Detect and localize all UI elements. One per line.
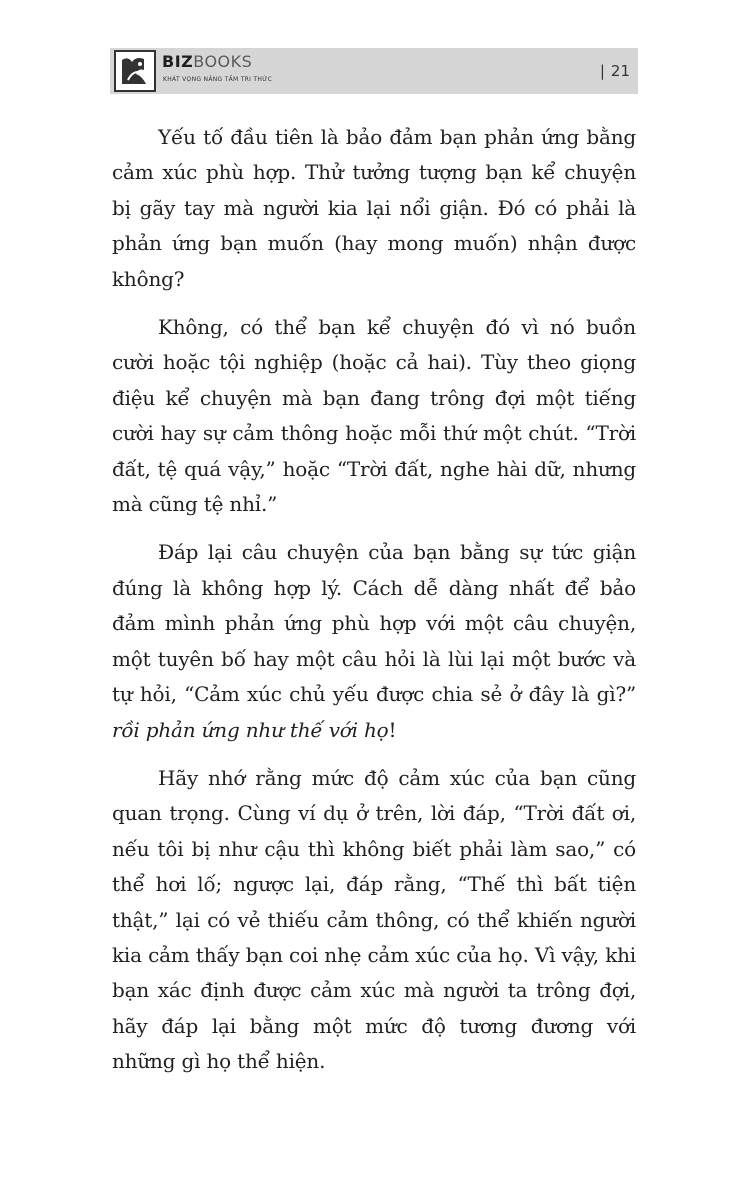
page-number	[600, 62, 630, 80]
brand-tagline: KHÁT VỌNG NÂNG TẦM TRI THỨC	[163, 76, 273, 83]
brand-books: BOOKS	[193, 52, 253, 71]
paragraph-2: Không, có thể bạn kể chuyện đó vì nó buồn cười hoặc tội nghiệp (hoặc cả hai). Tùy theo giọng điệu kể chuyện mà bạn đang trông đợi một tiếng cười hay sự cảm thông hoặc mỗi thứ một chút. “Trời đất, tệ quá vậy,” hoặc “Trời đất, nghe hài dữ, nhưng mà cũng tệ nhỉ.”	[112, 315, 636, 517]
bizbooks-logo-icon	[114, 50, 156, 92]
paragraph-3-end: !	[388, 717, 397, 742]
brand-name	[162, 53, 252, 71]
paragraph-3-italic: rồi phản ứng như thế với họ	[112, 717, 389, 742]
body-text	[112, 120, 636, 1093]
paragraph-4: Hãy nhớ rằng mức độ cảm xúc của bạn cũng quan trọng. Cùng ví dụ ở trên, lời đáp, “Trời đất ơi, nếu tôi bị như cậu thì không biết phải làm sao,” có thể hơi lố; ngược lại, đáp rằng, “Thế thì bất tiện thật,” lại có vẻ thiếu cảm thông, có thể khiến người kia cảm thấy bạn coi nhẹ cảm xúc của họ. Vì vậy, khi bạn xác định được cảm xúc mà người ta trông đợi, hãy đáp lại bằng một mức độ tương đương với những gì họ thể hiện.	[112, 765, 636, 1074]
brand-biz: BIZ	[162, 52, 194, 71]
paragraph-1: Yếu tố đầu tiên là bảo đảm bạn phản ứng bằng cảm xúc phù hợp. Thử tưởng tượng bạn kể chuyện bị gãy tay mà người kia lại nổi giận. Đó có phải là phản ứng bạn muốn (hay mong muốn) nhận được không?	[112, 125, 636, 291]
page-number-value: 21	[610, 62, 630, 80]
page-number-separator: |	[599, 62, 605, 80]
paragraph-3-main: Đáp lại câu chuyện của bạn bằng sự tức giận đúng là không hợp lý. Cách dễ dàng nhất để bảo đảm mình phản ứng phù hợp với một câu chuyện, một tuyên bố hay một câu hỏi là lùi lại một bước và tự hỏi, “Cảm xúc chủ yếu được chia sẻ ở đây là gì?”	[112, 540, 636, 707]
paragraph-3	[112, 535, 636, 747]
